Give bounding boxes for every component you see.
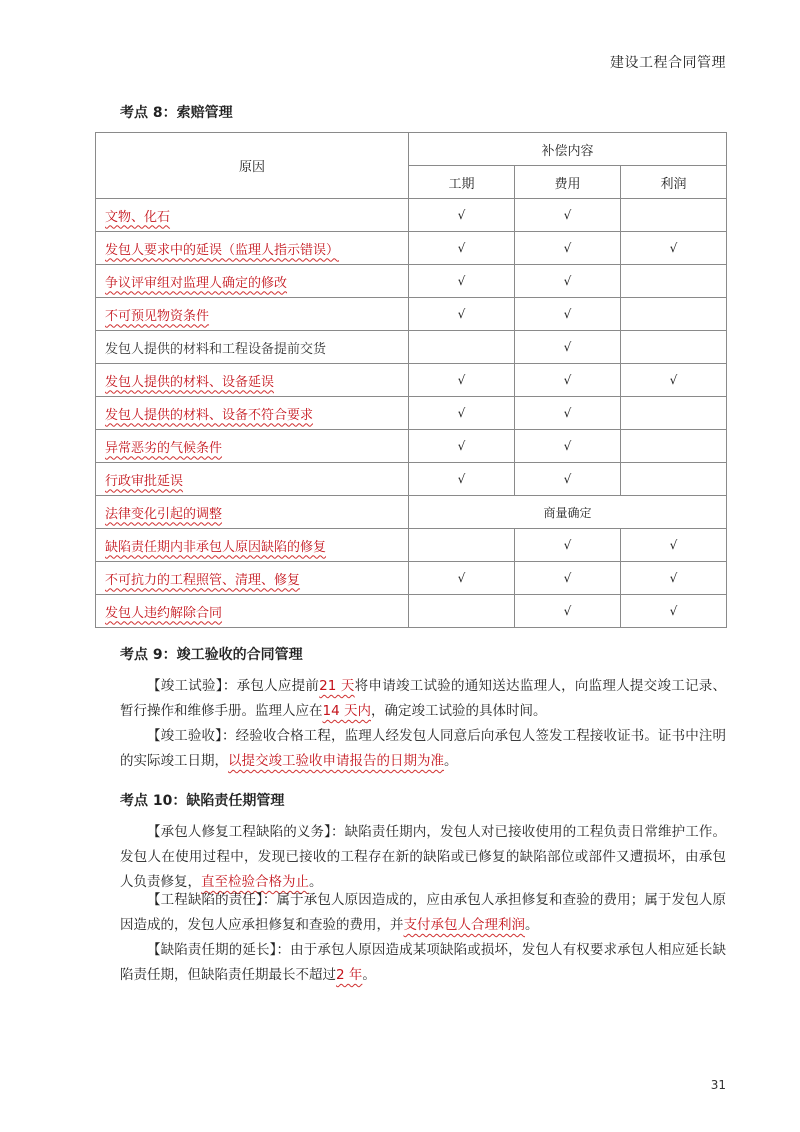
reason-cell	[96, 331, 409, 364]
reason-text: 发包人要求中的延误（监理人指示错误）	[105, 242, 340, 258]
profit-cell: √	[621, 232, 727, 265]
paragraph-completion-test	[120, 674, 726, 724]
reason-text: 争议评审组对监理人确定的修改	[105, 275, 288, 291]
reason-text: 发包人提供的材料、设备不符合要求	[105, 407, 314, 423]
duration-cell: √	[409, 430, 515, 463]
duration-cell	[409, 529, 515, 562]
profit-header: 利润	[621, 166, 727, 199]
paragraph-completion-acceptance	[120, 724, 726, 774]
reason-text: 行政审批延误	[105, 473, 184, 489]
text: ：经验收合格工程，监理人经发包人同意后向承包人签发工程接收证书。证书中注明的实际竣工日期，	[120, 728, 726, 769]
text: 将申请竣工试验的通知送达监理人，向监理人提交竣工记录、暂行操作和维修手册。监理人应在	[120, 678, 726, 719]
cost-cell: √	[515, 331, 621, 364]
reason-text: 不可抗力的工程照管、清理、修复	[105, 572, 301, 588]
cost-cell: √	[515, 562, 621, 595]
label-completion-test: 【竣工试验】	[147, 678, 223, 694]
duration-cell: √	[409, 463, 515, 496]
label-repair-obligation: 【承包人修复工程缺陷的义务】	[147, 824, 331, 840]
label-completion-acceptance: 【竣工验收】	[147, 728, 222, 744]
profit-cell: √	[621, 364, 727, 397]
duration-cell: √	[409, 298, 515, 331]
highlight-2-years: 2 年	[336, 967, 363, 983]
reason-text: 不可预见物资条件	[105, 308, 210, 324]
duration-cell	[409, 331, 515, 364]
reason-text: 缺陷责任期内非承包人原因缺陷的修复	[105, 539, 327, 555]
table-row	[96, 298, 727, 331]
duration-cell: √	[409, 364, 515, 397]
text: 。	[525, 917, 539, 933]
highlight-until-passed: 直至检验合格为止	[201, 874, 309, 890]
table-row	[96, 529, 727, 562]
profit-cell	[621, 265, 727, 298]
reason-cell	[96, 430, 409, 463]
text: 。	[309, 874, 323, 890]
table-row	[96, 463, 727, 496]
highlight-21-days: 21 天	[319, 678, 355, 694]
profit-cell	[621, 298, 727, 331]
reason-cell	[96, 496, 409, 529]
reason-text: 文物、化石	[105, 209, 171, 225]
section-10-title: 考点 10：缺陷责任期管理	[120, 793, 285, 809]
cost-cell: √	[515, 595, 621, 628]
cost-cell: √	[515, 298, 621, 331]
cost-cell: √	[515, 364, 621, 397]
reason-cell	[96, 364, 409, 397]
table-row	[96, 199, 727, 232]
reason-text: 发包人提供的材料和工程设备提前交货	[105, 341, 327, 357]
text: 。	[362, 967, 376, 983]
reason-cell	[96, 595, 409, 628]
highlight-reasonable-profit: 支付承包人合理利润	[403, 917, 525, 933]
highlight-14-days: 14 天内	[322, 703, 371, 719]
cost-cell: √	[515, 463, 621, 496]
table-row	[96, 232, 727, 265]
section-8-title: 考点 8：索赔管理	[120, 105, 233, 121]
paragraph-defect-liability	[120, 888, 726, 938]
duration-cell	[409, 595, 515, 628]
duration-cell: √	[409, 232, 515, 265]
reason-cell	[96, 232, 409, 265]
table-row	[96, 265, 727, 298]
reason-text: 异常恶劣的气候条件	[105, 440, 223, 456]
table-row	[96, 331, 727, 364]
text: 。	[444, 753, 458, 769]
duration-cell: √	[409, 265, 515, 298]
duration-cell: √	[409, 199, 515, 232]
reason-text: 发包人提供的材料、设备延误	[105, 374, 275, 390]
table-row	[96, 397, 727, 430]
label-defect-liability: 【工程缺陷的责任】	[147, 892, 263, 908]
cost-cell: √	[515, 265, 621, 298]
cost-cell: √	[515, 529, 621, 562]
duration-cell: √	[409, 562, 515, 595]
profit-cell: √	[621, 595, 727, 628]
cost-cell: √	[515, 232, 621, 265]
cost-cell: √	[515, 430, 621, 463]
highlight-completion-date-rule: 以提交竣工验收申请报告的日期为准	[228, 753, 444, 769]
reason-cell	[96, 562, 409, 595]
label-period-extension: 【缺陷责任期的延长】	[147, 942, 277, 958]
table-row	[96, 562, 727, 595]
page-number: 31	[710, 1078, 726, 1092]
cost-cell: √	[515, 199, 621, 232]
reason-cell	[96, 529, 409, 562]
profit-cell	[621, 463, 727, 496]
profit-cell	[621, 331, 727, 364]
table-row	[96, 496, 727, 529]
reason-cell	[96, 463, 409, 496]
reason-cell	[96, 298, 409, 331]
profit-cell	[621, 430, 727, 463]
profit-cell	[621, 397, 727, 430]
paragraph-period-extension	[120, 938, 726, 988]
cost-header: 费用	[515, 166, 621, 199]
text: ，确定竣工试验的具体时间。	[370, 703, 547, 719]
reason-cell	[96, 265, 409, 298]
profit-cell	[621, 199, 727, 232]
table-row	[96, 430, 727, 463]
reason-header: 原因	[96, 133, 409, 199]
profit-cell: √	[621, 529, 727, 562]
duration-header: 工期	[409, 166, 515, 199]
text: ：缺陷责任期内，发包人对已接收使用的工程负责日常维护工作。发包人在使用过程中，发现已接收的工程存在新的缺陷或已修复的缺陷部位或部件又遭损坏，由承包人负责修复，	[120, 824, 726, 890]
paragraph-repair-obligation	[120, 820, 726, 895]
section-9-title: 考点 9：竣工验收的合同管理	[120, 647, 303, 663]
duration-cell: √	[409, 397, 515, 430]
reason-text: 法律变化引起的调整	[105, 506, 223, 522]
text: ：属于承包人原因造成的，应由承包人承担修复和查验的费用；属于发包人原因造成的，发包人应承担修复和查验的费用，并	[120, 892, 726, 933]
text: ：承包人应提前	[222, 678, 320, 694]
claims-table	[95, 132, 727, 628]
claims-table-body	[96, 199, 727, 628]
running-header: 建设工程合同管理	[610, 55, 726, 71]
table-row	[96, 364, 727, 397]
text: ：由于承包人原因造成某项缺陷或损坏，发包人有权要求承包人相应延长缺陷责任期，但缺陷责任期最长不超过	[120, 942, 726, 983]
cost-cell: √	[515, 397, 621, 430]
profit-cell: √	[621, 562, 727, 595]
reason-cell	[96, 199, 409, 232]
compensation-header: 补偿内容	[409, 133, 727, 166]
reason-cell	[96, 397, 409, 430]
table-row	[96, 595, 727, 628]
reason-text: 发包人违约解除合同	[105, 605, 223, 621]
merged-compensation-cell: 商量确定	[409, 496, 727, 529]
